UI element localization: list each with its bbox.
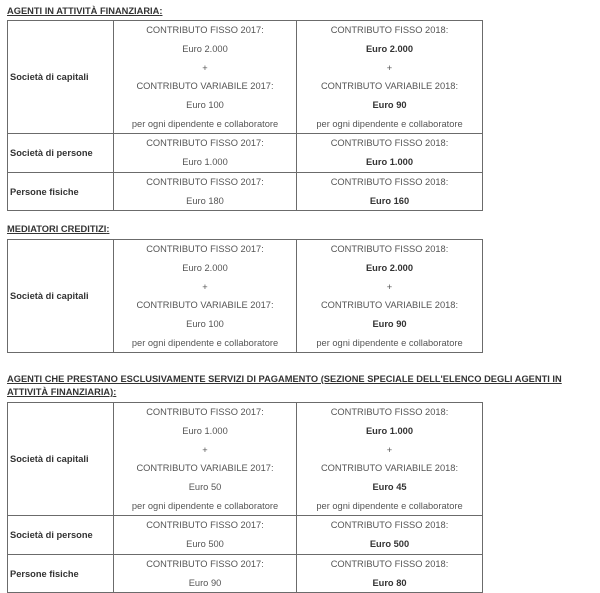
row-label: Società di capitali xyxy=(8,21,114,134)
fixed-fee-amount: Euro 500 xyxy=(186,538,224,549)
fixed-fee-heading: CONTRIBUTO FISSO 2018: xyxy=(330,176,449,187)
fixed-fee-amount: Euro 1.000 xyxy=(365,425,414,436)
row-label: Società di persone xyxy=(8,134,114,173)
fixed-fee-heading: CONTRIBUTO FISSO 2018: xyxy=(330,25,449,35)
variable-fee-heading: CONTRIBUTO VARIABILE 2018: xyxy=(320,300,459,311)
variable-fee-note: per ogni dipendente e collaboratore xyxy=(316,500,463,511)
contribution-2018-cell xyxy=(297,240,483,353)
fixed-fee-amount: Euro 1.000 xyxy=(182,156,228,167)
variable-fee-amount: Euro 90 xyxy=(372,100,407,111)
variable-fee-amount: Euro 45 xyxy=(372,482,407,493)
fixed-fee-heading: CONTRIBUTO FISSO 2017: xyxy=(146,558,264,569)
contribution-2017-cell xyxy=(114,240,297,353)
fixed-fee-amount: Euro 2.000 xyxy=(365,43,414,54)
table-row xyxy=(8,554,483,593)
contribution-2017-cell xyxy=(114,554,297,593)
fixed-fee-heading: CONTRIBUTO FISSO 2018: xyxy=(330,520,449,531)
variable-fee-amount: Euro 100 xyxy=(186,100,224,111)
variable-fee-heading: CONTRIBUTO VARIABILE 2018: xyxy=(320,81,459,92)
contribution-2018-cell xyxy=(297,516,483,555)
contribution-2018-cell xyxy=(297,172,483,211)
table-row xyxy=(8,403,483,516)
fixed-fee-amount: Euro 160 xyxy=(369,195,410,206)
fixed-fee-amount: Euro 90 xyxy=(188,577,222,588)
contribution-2017-cell xyxy=(114,516,297,555)
fees-table-agenti-servizi-pagamento xyxy=(7,402,483,593)
variable-fee-amount: Euro 100 xyxy=(186,319,224,330)
fixed-fee-amount: Euro 1.000 xyxy=(182,425,228,436)
table-row xyxy=(8,21,483,134)
variable-fee-heading: CONTRIBUTO VARIABILE 2017: xyxy=(136,81,274,92)
fixed-fee-amount: Euro 1.000 xyxy=(365,156,414,167)
fixed-fee-amount: Euro 2.000 xyxy=(182,262,228,273)
row-label: Persone fisiche xyxy=(8,172,114,211)
plus-sign: + xyxy=(386,444,393,455)
fixed-fee-amount: Euro 180 xyxy=(186,195,224,206)
fixed-fee-amount: Euro 500 xyxy=(369,538,410,549)
plus-sign: + xyxy=(202,281,208,292)
fees-table-agenti-attivita-finanziaria xyxy=(7,20,483,211)
fixed-fee-heading: CONTRIBUTO FISSO 2018: xyxy=(330,558,449,569)
row-label: Società di capitali xyxy=(8,403,114,516)
contribution-2017-cell xyxy=(114,21,297,134)
table-row xyxy=(8,134,483,173)
table-row xyxy=(8,240,483,353)
row-label: Società di capitali xyxy=(8,240,114,353)
section-title-mediatori-creditizi: MEDIATORI CREDITIZI: xyxy=(7,224,110,234)
fixed-fee-heading: CONTRIBUTO FISSO 2017: xyxy=(146,138,264,149)
fixed-fee-amount: Euro 2.000 xyxy=(182,43,228,54)
contribution-2018-cell xyxy=(297,134,483,173)
variable-fee-note: per ogni dipendente e collaboratore xyxy=(316,337,463,348)
fixed-fee-heading: CONTRIBUTO FISSO 2017: xyxy=(146,244,264,254)
fixed-fee-heading: CONTRIBUTO FISSO 2018: xyxy=(330,407,449,417)
contribution-2017-cell xyxy=(114,172,297,211)
section-title-agenti-attivita-finanziaria: AGENTI IN ATTIVITÀ FINANZIARIA: xyxy=(7,6,163,16)
contribution-2018-cell xyxy=(297,403,483,516)
fees-table-mediatori-creditizi xyxy=(7,239,483,353)
row-label: Società di persone xyxy=(8,516,114,555)
fixed-fee-heading: CONTRIBUTO FISSO 2018: xyxy=(330,138,449,149)
fixed-fee-heading: CONTRIBUTO FISSO 2018: xyxy=(330,244,449,254)
variable-fee-heading: CONTRIBUTO VARIABILE 2018: xyxy=(320,463,459,474)
plus-sign: + xyxy=(202,62,208,73)
fixed-fee-amount: Euro 2.000 xyxy=(365,262,414,273)
contribution-2017-cell xyxy=(114,403,297,516)
row-label: Persone fisiche xyxy=(8,554,114,593)
plus-sign: + xyxy=(386,281,393,292)
fixed-fee-heading: CONTRIBUTO FISSO 2017: xyxy=(146,25,264,35)
variable-fee-heading: CONTRIBUTO VARIABILE 2017: xyxy=(136,300,274,311)
fixed-fee-heading: CONTRIBUTO FISSO 2017: xyxy=(146,520,264,531)
variable-fee-amount: Euro 90 xyxy=(372,319,407,330)
fixed-fee-amount: Euro 80 xyxy=(372,577,407,588)
variable-fee-note: per ogni dipendente e collaboratore xyxy=(131,500,279,511)
table-row xyxy=(8,516,483,555)
variable-fee-heading: CONTRIBUTO VARIABILE 2017: xyxy=(136,463,274,474)
section-title-agenti-servizi-pagamento: AGENTI CHE PRESTANO ESCLUSIVAMENTE SERVIZI DI PAGAMENTO (SEZIONE SPECIALE DELL'ELENCO DEGLI AGENTI IN ATTIVITÀ FINANZIARIA): xyxy=(7,374,562,397)
contribution-2017-cell xyxy=(114,134,297,173)
fixed-fee-heading: CONTRIBUTO FISSO 2017: xyxy=(146,407,264,417)
table-row xyxy=(8,172,483,211)
variable-fee-note: per ogni dipendente e collaboratore xyxy=(131,118,279,129)
variable-fee-note: per ogni dipendente e collaboratore xyxy=(131,337,279,348)
variable-fee-note: per ogni dipendente e collaboratore xyxy=(316,118,463,129)
plus-sign: + xyxy=(202,444,208,455)
fixed-fee-heading: CONTRIBUTO FISSO 2017: xyxy=(146,176,264,187)
variable-fee-amount: Euro 50 xyxy=(188,482,222,493)
contribution-2018-cell xyxy=(297,21,483,134)
contribution-2018-cell xyxy=(297,554,483,593)
plus-sign: + xyxy=(386,62,393,73)
